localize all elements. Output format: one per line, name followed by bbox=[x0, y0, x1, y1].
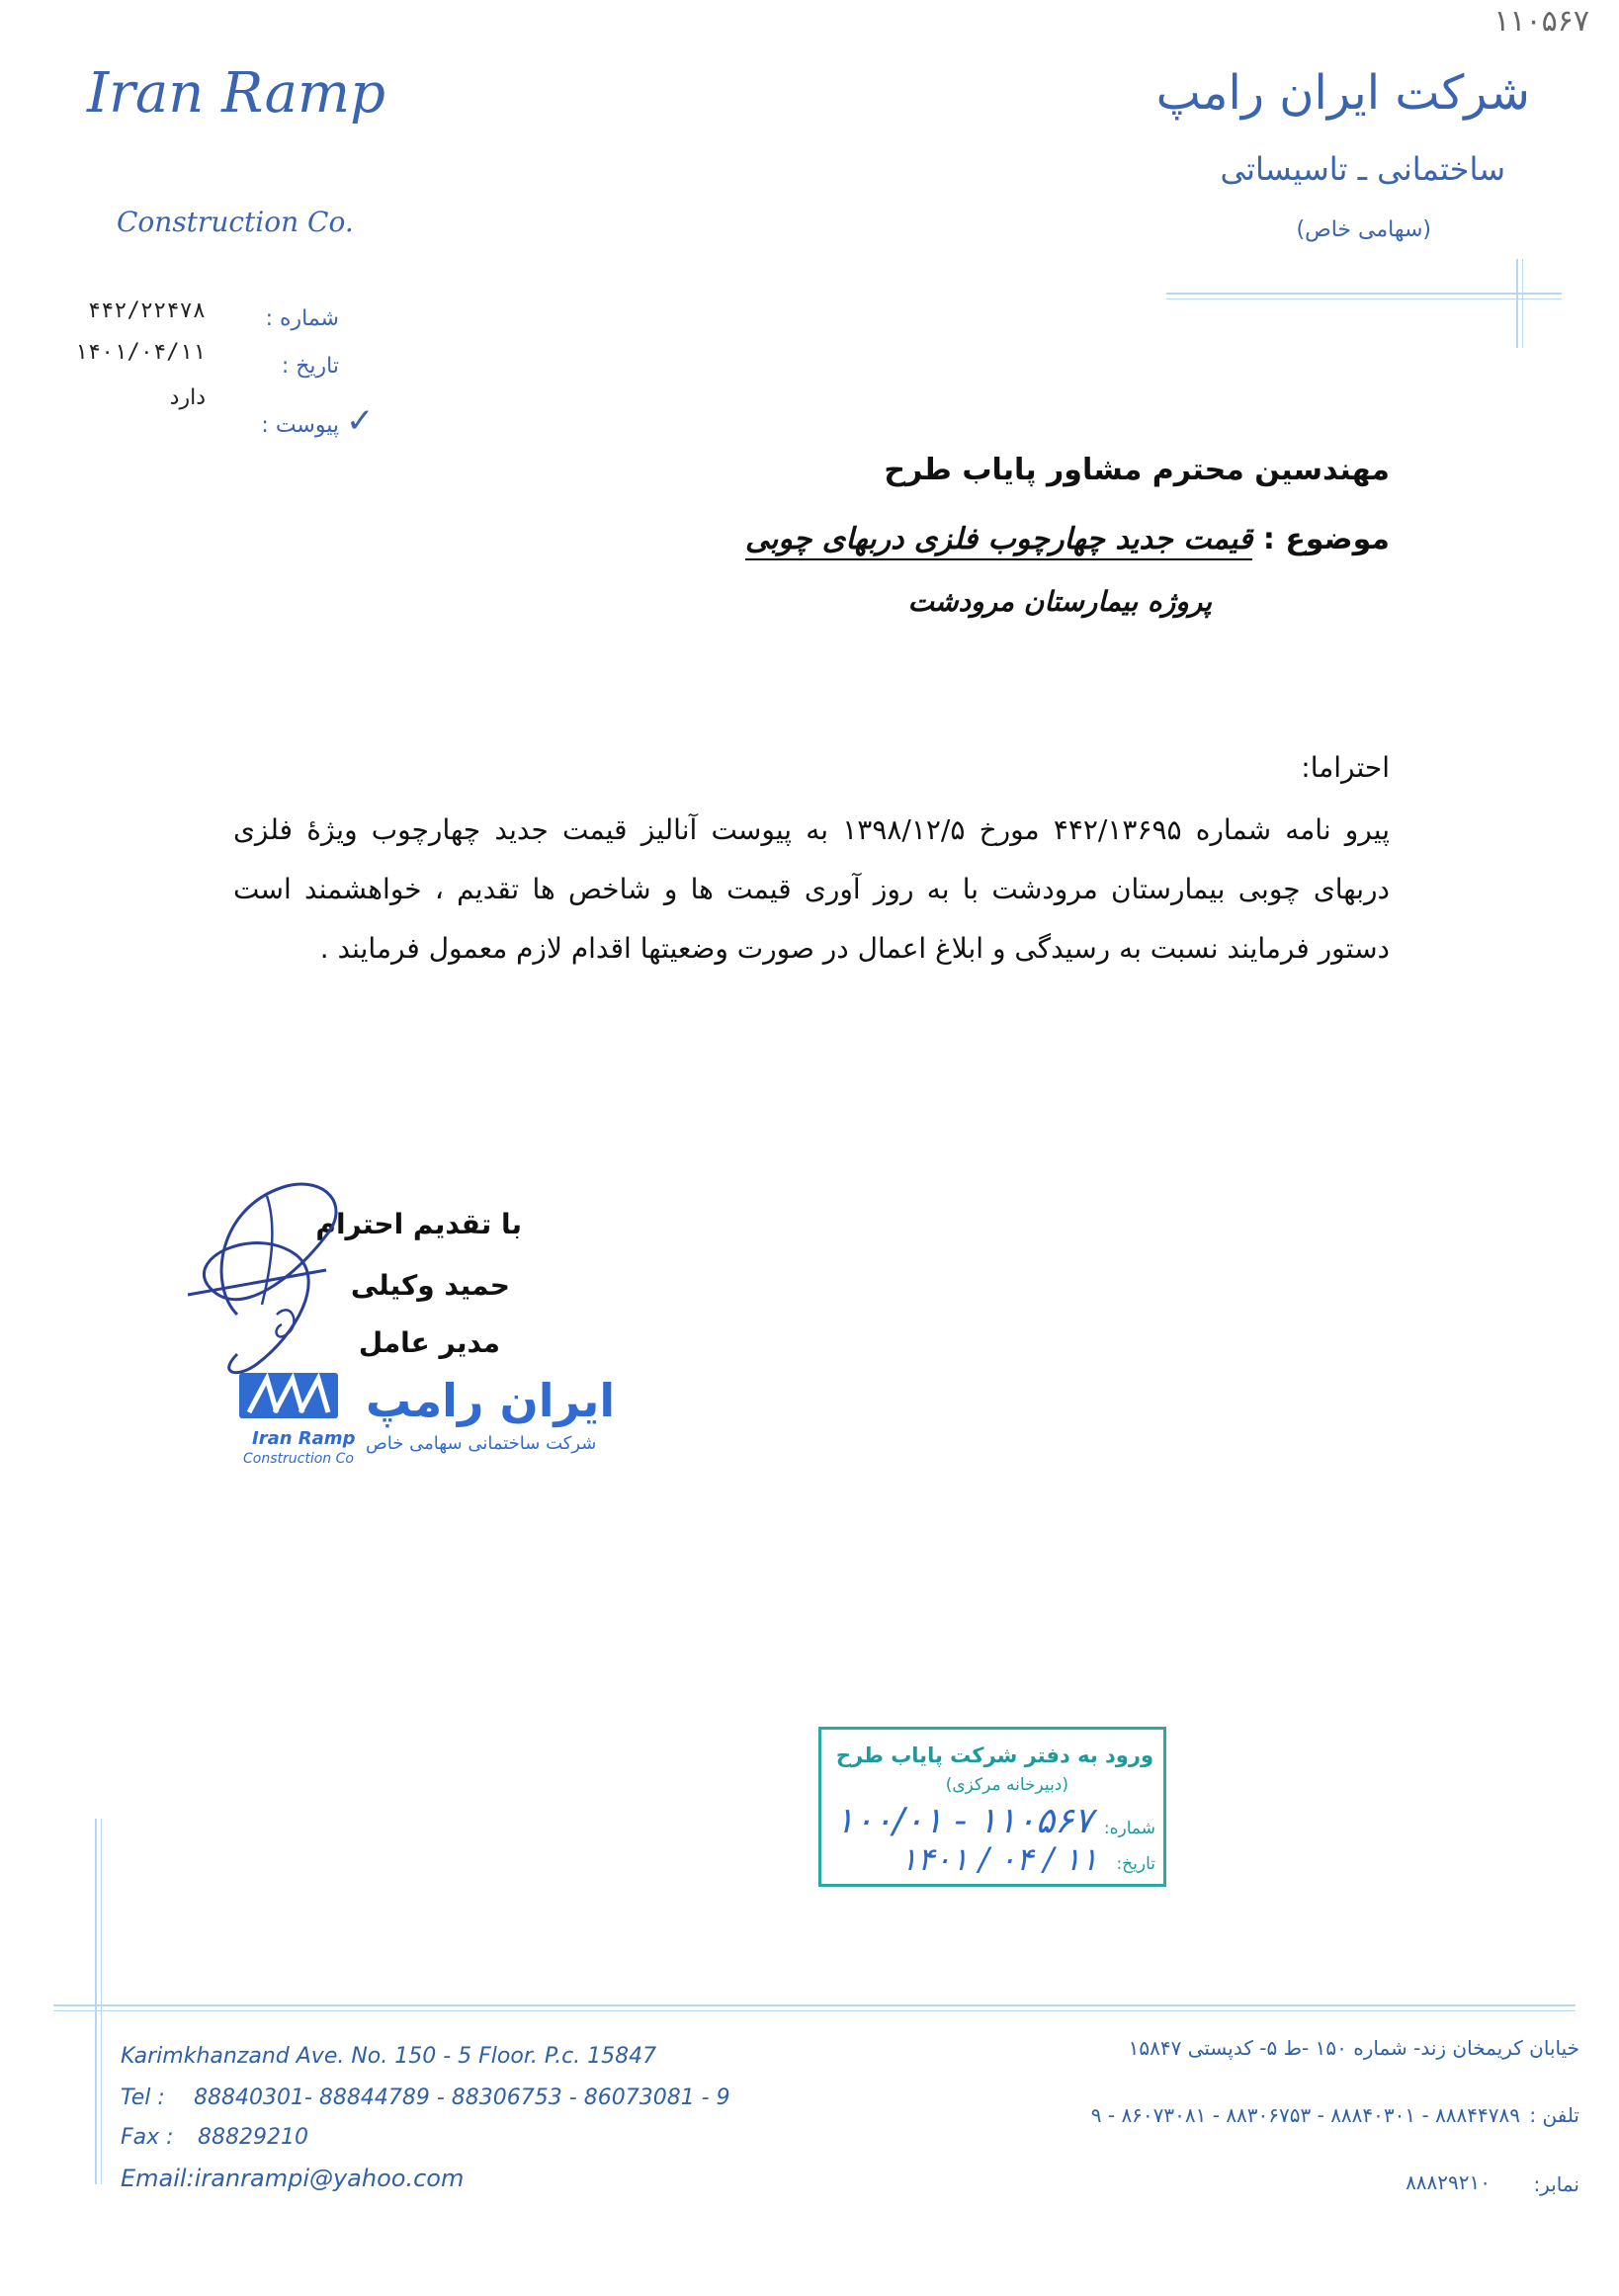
footer-fax-value: 88829210 bbox=[198, 2125, 308, 2150]
brand-name-en: Iran Ramp bbox=[87, 61, 385, 126]
signatory-title: مدیر عامل bbox=[358, 1326, 500, 1359]
stamp-number-label: شماره: bbox=[1103, 1819, 1155, 1838]
brand-company-type-fa: (سهامی خاص) bbox=[1296, 217, 1431, 242]
attachment-value: دارد bbox=[169, 385, 206, 410]
footer-address-en: Karimkhanzand Ave. No. 150 - 5 Floor. P.c. 15847 bbox=[121, 2044, 657, 2069]
signature bbox=[178, 1166, 376, 1384]
brand-subtitle-fa: ساختمانی ـ تاسیساتی bbox=[1220, 150, 1505, 188]
subject-label: موضوع : bbox=[1262, 522, 1390, 556]
seal-subtitle-fa: شرکت ساختمانی سهامی خاص bbox=[366, 1433, 597, 1454]
footer-vertical-line-2 bbox=[101, 1819, 102, 2184]
addressee: مهندسین محترم مشاور پایاب طرح bbox=[884, 453, 1390, 487]
subject-text: قیمت جدید چهارچوب فلزی دربهای چوبی bbox=[745, 522, 1252, 560]
footer-vertical-line bbox=[95, 1819, 97, 2184]
number-label: شماره : bbox=[265, 306, 339, 331]
footer-tel-fa-label: تلفن : bbox=[1529, 2103, 1579, 2127]
signatory-name: حمید وکیلی bbox=[350, 1269, 510, 1302]
seal-subtitle-en: Construction Co bbox=[243, 1451, 354, 1467]
footer-divider-line-2 bbox=[53, 2010, 1576, 2011]
footer-tel-value: 88840301- 88844789 - 88306753 - 86073081 - 9 bbox=[194, 2085, 730, 2110]
footer-fax-fa-label: نمابر: bbox=[1533, 2172, 1579, 2196]
header-vertical-line bbox=[1516, 259, 1518, 348]
header-divider-line-2 bbox=[1166, 298, 1562, 299]
letter-body: پیرو نامه شماره ۴۴۲/۱۳۶۹۵ مورخ ۱۳۹۸/۱۲/۵ به پیوست آنالیز قیمت جدید چهارچوب ویژهٔ فلزی دربهای چوبی بیمارستان مرودشت با به روز آوری قیمت ها و شاخص ها تقدیم ، خواهشمند است دستور فرمایند نسبت به رسیدگی و ابلاغ اعمال در صورت وضعیتها اقدام لازم معمول فرمایند . bbox=[233, 813, 1391, 965]
date-label: تاریخ : bbox=[281, 354, 339, 379]
greeting: احتراما: bbox=[1301, 751, 1390, 784]
footer-email[interactable]: Email:iranrampi@yahoo.com bbox=[121, 2165, 465, 2192]
footer-tel-label: Tel : bbox=[121, 2085, 165, 2110]
corner-handwritten-number: ۱۱۰۵۶۷ bbox=[1493, 4, 1589, 39]
footer-tel-fa-value: ۸۸۸۴۴۷۸۹ - ۸۸۸۴۰۳۰۱ - ۸۸۳۰۶۷۵۳ - ۸۶۰۷۳۰۸۱ - ۹ bbox=[1090, 2103, 1520, 2127]
stamp-number-value: ۱۰۰/۰۱ - ۱۱۰۵۶۷ bbox=[835, 1801, 1093, 1841]
stamp-date-value: ۱۴۰۱ / ۰۴ / ۱۱ bbox=[900, 1840, 1098, 1878]
closing-regards: با تقدیم احترام bbox=[315, 1208, 522, 1240]
footer-address-fa: خیابان کریمخان زند- شماره ۱۵۰ -ط ۵- کدپستی ۱۵۸۴۷ bbox=[1128, 2036, 1579, 2060]
stamp-date-label: تاریخ: bbox=[1116, 1854, 1155, 1874]
subject-line bbox=[745, 522, 1390, 556]
date-value: ۱۴۰۱/۰۴/۱۱ bbox=[74, 340, 206, 365]
brand-subtitle-en: Construction Co. bbox=[117, 206, 354, 238]
attachment-label: پیوست : bbox=[261, 413, 339, 438]
header-vertical-line-2 bbox=[1522, 259, 1523, 348]
seal-name-fa: ایران رامپ bbox=[366, 1374, 616, 1427]
project-name: پروژه بیمارستان مرودشت bbox=[907, 585, 1212, 618]
checkmark-icon: ✓ bbox=[346, 401, 375, 441]
number-value: ۴۴۲/۲۲۴۷۸ bbox=[87, 298, 206, 323]
seal-name-en: Iran Ramp bbox=[252, 1428, 356, 1449]
footer-fax-label: Fax : bbox=[121, 2125, 174, 2150]
brand-name-fa: شرکت ایران رامپ bbox=[1155, 65, 1530, 121]
footer-fax-fa-value: ۸۸۸۲۹۲۱۰ bbox=[1406, 2170, 1491, 2194]
receipt-stamp bbox=[818, 1727, 1166, 1887]
company-seal-logo bbox=[237, 1369, 346, 1428]
footer-divider-line bbox=[53, 2004, 1576, 2006]
stamp-subtitle: (دبیرخانه مرکزی) bbox=[945, 1775, 1068, 1795]
header-divider-line bbox=[1166, 293, 1562, 295]
stamp-title: ورود به دفتر شرکت پایاب طرح bbox=[835, 1743, 1153, 1767]
